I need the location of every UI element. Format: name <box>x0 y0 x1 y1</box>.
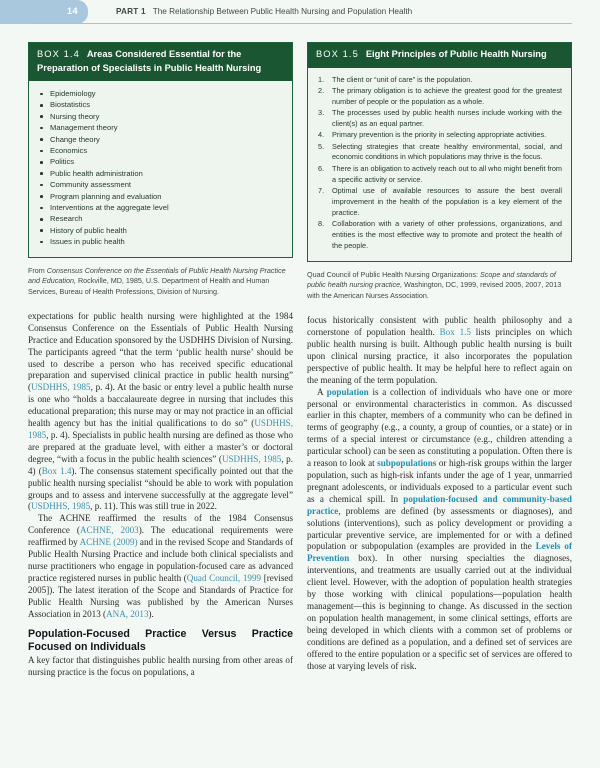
left-column <box>28 42 293 679</box>
list-item: Optimal use of available resources to assure the best overall improvement in the health of the population is a key element of the practice. <box>332 186 562 217</box>
citation-reference[interactable]: Quad Council, 1999 <box>186 572 262 583</box>
box-cross-reference[interactable]: Box 1.5 <box>439 327 471 338</box>
list-item: Epidemiology <box>38 88 283 99</box>
text-run: The ACHNE reaffirmed the results of the 1984 Consensus Conference ( <box>28 513 293 536</box>
citation-reference[interactable]: USDHHS, 1985 <box>31 501 91 512</box>
text-run: , p. 11). This was still true in 2022. <box>90 501 217 512</box>
page-number: 14 <box>66 6 78 17</box>
running-head-text <box>116 0 412 24</box>
list-item: Primary prevention is the priority in selecting appropriate activities. <box>332 130 547 140</box>
source-italic: Consensus Conference on the Essentials of Public Health Nursing Practice and Education, <box>28 265 286 286</box>
running-head <box>0 0 600 32</box>
box-1-5-title: Eight Principles of Public Health Nursing <box>365 49 547 59</box>
key-term[interactable]: Levels of Prevention <box>307 541 572 564</box>
list-item: Change theory <box>38 134 283 145</box>
box-1-5-source <box>307 270 572 301</box>
box-1-5-header <box>308 43 571 68</box>
part-label: PART 1 <box>116 7 146 16</box>
list-item: Politics <box>38 156 283 167</box>
text-run: ). <box>148 608 154 619</box>
box-1-4-source <box>28 266 293 297</box>
section-subheading: Population-Focused Practice Versus Practice Focused on Individuals <box>28 628 293 654</box>
header-rule <box>28 23 572 24</box>
list-item: Community assessment <box>38 179 283 190</box>
box-1-5-number: BOX 1.5 <box>316 49 359 59</box>
text-run: focus historically consistent with public health philosophy and a cornerstone of population health. <box>307 315 572 338</box>
box-1-4-header <box>29 43 292 81</box>
list-item: Biostatistics <box>38 99 283 110</box>
list-item: Nursing theory <box>38 111 283 122</box>
box-cross-reference[interactable]: Box 1.4 <box>41 465 72 476</box>
list-item: Program planning and evaluation <box>38 191 283 202</box>
text-run: ). The educational requirements were reaffirmed by <box>28 525 294 548</box>
right-column <box>307 42 572 679</box>
text-run: , p. 4). At the basic or entry level a public health nurse is one who “holds a baccalaureate degree in nursing that includes this educational preparation; this nurse may or may not practice in an official health agency but has the initial qualifications to do so” ( <box>28 382 293 429</box>
list-item: History of public health <box>38 225 283 236</box>
box-1-5-body <box>308 68 571 262</box>
list-item: Management theory <box>38 122 283 133</box>
source-rest: Rockville, MD, 1985, U.S. Department of Health and Human Services, Bureau of Health Professions, Division of Nursing. <box>28 276 270 296</box>
paragraph <box>28 513 293 620</box>
list-item: Public health administration <box>38 168 283 179</box>
box-1-5 <box>307 42 572 262</box>
source-prefix: Quad Council of Public Health Nursing Organizations: <box>307 270 480 279</box>
text-run: , p. 4) ( <box>28 453 293 476</box>
text-run: ). The consensus statement specifically pointed out that the public health nursing specialist “should be able to work with population groups and to assess and intervene successfully at the aggregate level” ( <box>28 465 293 512</box>
list-item: Issues in public health <box>38 236 283 247</box>
text-run: box). In other nursing specialties the diagnoses, interventions, and treatments are usually carried out at the individual client level. However, with the adoption of population health strategies by those working with clinical populations—population health management—this is beginning to change. As discussed in the section on population health management, in some clinical settings, efforts are being developed in which clients with a common set of problems or conditions are defined as a population, and a defined set of services are offered to the entire population or a specific set of services are offered to those at varying levels of risk. <box>307 553 572 671</box>
box-1-4 <box>28 42 293 258</box>
citation-reference[interactable]: ACHNE, 2003 <box>79 525 139 536</box>
text-run: is a collection of individuals who have one or more personal or environmental characteristics in common. As discussed earlier in this chapter, members of a community who can be defined in terms of geography (e.g., a county, a group of counties, or a state) or in terms of a special interest or circumstance (e.g., children attending a particular school) can be seen as constituting a population. Often there is a reason to look at <box>307 386 572 469</box>
citation-reference[interactable]: USDHHS, 1985 <box>31 382 91 393</box>
text-run: and in the revised Scope and Standards of Public Health Nursing Practice and include both clinical specialists and nurse practitioners who engage in population-focused care as advanced practice registered nurses in public health ( <box>28 537 293 583</box>
text-run: , problems are defined (by assessments or diagnoses), and solutions (interventions), such as policy development or providing a particular preventive service, are implemented for or with a defined population or subpopulation (examples are provided in the <box>307 505 572 552</box>
list-item: Research <box>38 213 283 224</box>
citation-reference[interactable]: USDHHS, 1985 <box>221 453 282 464</box>
list-item: Economics <box>38 145 283 156</box>
source-rest: Washington, DC, 1999, revised 2005, 2007, 2013 with the American Nurses Association. <box>307 280 562 300</box>
citation-reference[interactable]: USDHHS, 1985 <box>28 418 293 440</box>
text-run: or high-risk groups within the larger population, such as high-risk infants under the age of 1 year, unmarried pregnant adolescents, or individuals exposed to a particular event such as a chemical spill. In <box>307 458 572 504</box>
list-item: The client or “unit of care” is the population. <box>332 74 473 84</box>
two-column-layout <box>28 42 572 679</box>
list-item: Selecting strategies that create healthy environmental, social, and economic conditions in which populations may thrive is the focus. <box>332 141 562 162</box>
box-1-4-title: Areas Considered Essential for the Preparation of Specialists in Public Health Nursing <box>37 49 262 73</box>
left-body-text <box>28 311 293 679</box>
list-item: Interventions at the aggregate level <box>38 202 283 213</box>
right-body-text <box>307 315 572 672</box>
running-head-title: The Relationship Between Public Health Nursing and Population Health <box>152 7 413 16</box>
box-1-4-number: BOX 1.4 <box>37 49 80 59</box>
paragraph <box>307 387 572 673</box>
box-1-4-list <box>38 88 283 248</box>
paragraph <box>307 315 572 386</box>
list-item: There is an obligation to actively reach out to all who might benefit from a specific activity or service. <box>332 163 562 184</box>
key-term[interactable]: subpopulations <box>377 458 437 469</box>
list-item: Collaboration with a variety of other professions, organizations, and entities is the most effective way to promote and protect the health of the people. <box>332 219 562 250</box>
box-1-5-list <box>317 75 562 252</box>
list-item: The processes used by public health nurses include working with the client(s) as an equal partner. <box>332 108 562 128</box>
key-term[interactable]: population <box>326 386 369 397</box>
text-run: [revised 2005]). The latest iteration of the Scope and Standards of Practice for Public Health Nursing was published by the American Nurses Association in 2013 ( <box>28 572 293 619</box>
paragraph <box>28 311 293 513</box>
text-run: , p. 4). Specialists in public health nursing are defined as those who are prepared at the graduate level, with either a master’s or doctoral degree, “with a focus in the public health sciences” ( <box>28 429 293 464</box>
list-item: The primary obligation is to achieve the greatest good for the greatest number of people or the population as a whole. <box>332 85 562 106</box>
source-prefix: From <box>28 265 47 275</box>
box-1-4-body <box>29 81 292 257</box>
text-run: expectations for public health nursing were highlighted at the 1984 Consensus Conference on the Essentials of Public Health Nursing Practice and Education sponsored by the USDHHS Division of Nursing. The participants agreed “that the term ‘public health nurse’ should be used to describe a person who has received specific educational preparation and supervised clinical practice in public health nursing” ( <box>28 310 293 393</box>
text-run: lists principles on which public health nursing is built. Although public health nursing is built upon clinical nursing practice, it also incorporates the population perspective of public health. It may be helpful here to reflect again on the meaning of the term population. <box>307 327 572 385</box>
key-term[interactable]: population-focused and community-based practice <box>307 493 572 516</box>
text-run: A <box>317 386 327 397</box>
source-italic: Scope and standards of public health nursing practice, <box>307 270 556 290</box>
paragraph: A key factor that distinguishes public health nursing from other areas of nursing practice is the focus on populations, a <box>28 655 293 678</box>
citation-reference[interactable]: ANA, 2013 <box>106 608 149 619</box>
citation-reference[interactable]: ACHNE (2009) <box>79 537 138 548</box>
